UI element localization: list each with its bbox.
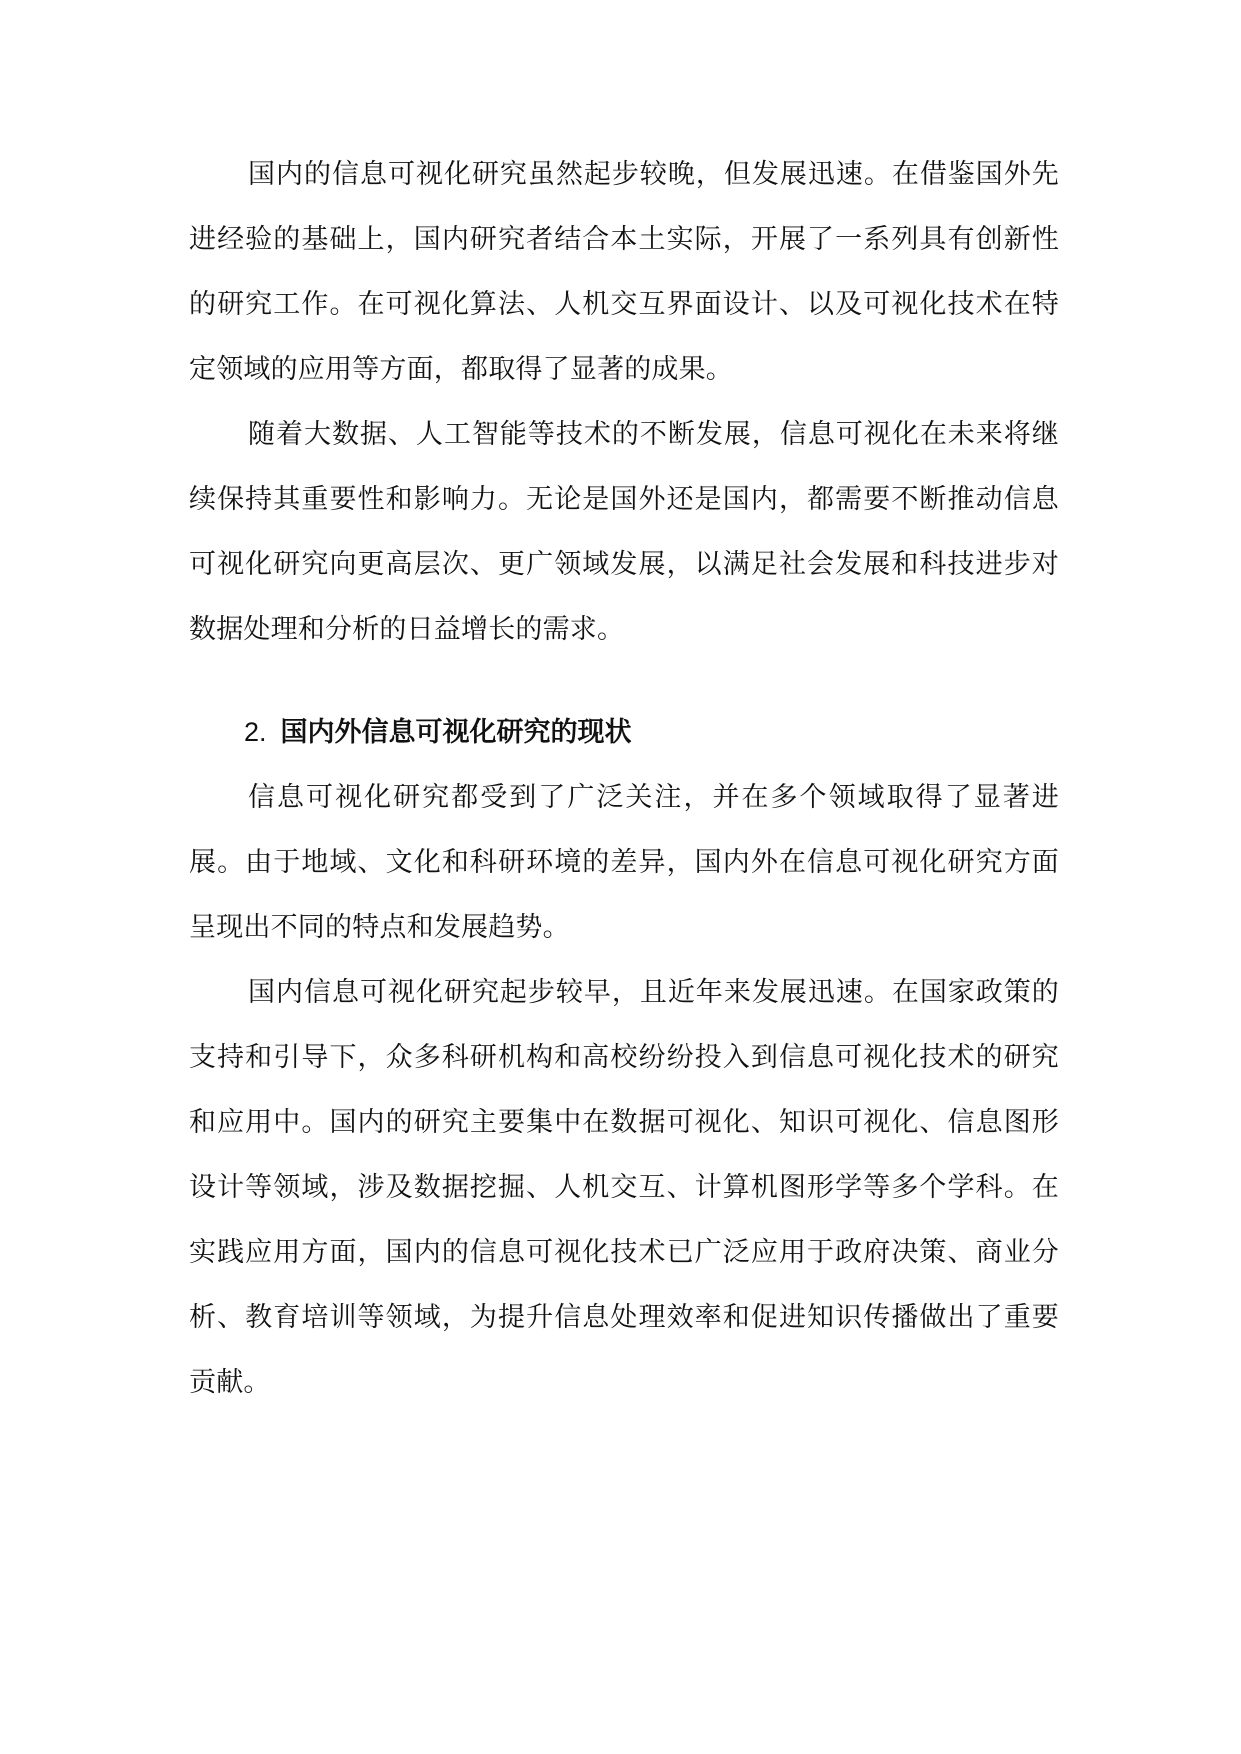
paragraph-domestic-research: 国内的信息可视化研究虽然起步较晚，但发展迅速。在借鉴国外先进经验的基础上，国内研究者结合本土实际，开展了一系列具有创新性的研究工作。在可视化算法、人机交互界面设计、以及可视化技术在特定领域的应用等方面，都取得了显著的成果。 [189,159,1059,385]
section-title: 国内外信息可视化研究的现状 [280,717,632,748]
paragraph-overview: 信息可视化研究都受到了广泛关注，并在多个领域取得了显著进展。由于地域、文化和科研环境的差异，国内外在信息可视化研究方面呈现出不同的特点和发展趋势。 [189,782,1059,943]
section-heading [189,700,1059,765]
section-number: 2. [244,717,267,747]
paragraph-domestic-status: 国内信息可视化研究起步较早，且近年来发展迅速。在国家政策的支持和引导下，众多科研机构和高校纷纷投入到信息可视化技术的研究和应用中。国内的研究主要集中在数据可视化、知识可视化、信息图形设计等领域，涉及数据挖掘、人机交互、计算机图形学等多个学科。在实践应用方面，国内的信息可视化技术已广泛应用于政府决策、商业分析、教育培训等领域，为提升信息处理效率和促进知识传播做出了重要贡献。 [189,977,1059,1398]
paragraph-future-development: 随着大数据、人工智能等技术的不断发展，信息可视化在未来将继续保持其重要性和影响力。无论是国外还是国内，都需要不断推动信息可视化研究向更高层次、更广领域发展，以满足社会发展和科技进步对数据处理和分析的日益增长的需求。 [189,419,1059,645]
page-content [189,142,1059,1415]
